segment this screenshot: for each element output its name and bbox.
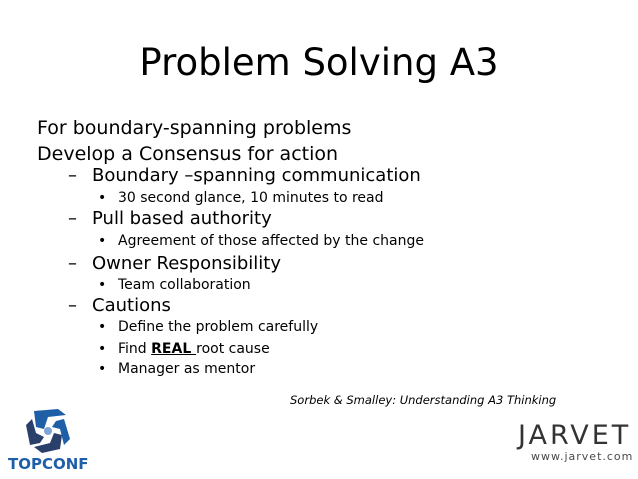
bullet-marker: •: [98, 341, 107, 357]
topconf-logo: [6, 405, 96, 475]
bullet-level2-boundary-communication: [68, 165, 421, 187]
bullet-text: Agreement of those affected by the change: [118, 233, 424, 249]
bullet-level3-agreement: [98, 232, 424, 250]
citation: Sorbek & Smalley: Understanding A3 Thinking: [290, 393, 557, 407]
bullet-text: Cautions: [92, 295, 171, 316]
bullet-text-suffix: root cause: [196, 341, 270, 357]
bullet-text: Owner Responsibility: [92, 253, 282, 274]
bullet-text: Pull based authority: [92, 208, 272, 229]
jarvet-logo-wordmark: JARVET: [518, 420, 632, 451]
bullet-marker: •: [98, 277, 107, 293]
dash-marker: –: [68, 165, 77, 186]
bullet-marker: •: [98, 319, 107, 335]
bullet-level3-manager: [98, 360, 255, 378]
bullet-level3-define: [98, 318, 318, 336]
bullet-level2-cautions: [68, 295, 171, 317]
bullet-marker: •: [98, 233, 107, 249]
bullet-text: 30 second glance, 10 minutes to read: [118, 190, 384, 206]
emphasis-real: REAL: [151, 341, 197, 357]
bullet-marker: •: [98, 190, 107, 206]
topconf-emblem-icon: [26, 409, 70, 453]
dash-marker: –: [68, 208, 77, 229]
bullet-level3-find-real: [98, 340, 270, 358]
dash-marker: –: [68, 253, 77, 274]
bullet-level2-owner-responsibility: [68, 253, 281, 275]
bullet-level2-pull-authority: [68, 208, 272, 230]
bullet-level1-boundary-problems: For boundary-spanning problems: [37, 117, 352, 139]
topconf-wordmark: TOPCONF: [8, 455, 89, 473]
dash-marker: –: [68, 295, 77, 316]
bullet-marker: •: [98, 361, 107, 377]
bullet-level3-glance: [98, 189, 384, 207]
bullet-text: Team collaboration: [118, 277, 251, 293]
bullet-text-prefix: Find: [118, 341, 152, 357]
jarvet-url: www.jarvet.com: [531, 450, 634, 463]
bullet-level3-team: [98, 276, 251, 294]
bullet-text: Define the problem carefully: [118, 319, 319, 335]
bullet-text: Manager as mentor: [118, 361, 256, 377]
bullet-level1-consensus: Develop a Consensus for action: [37, 143, 339, 165]
slide-title: Problem Solving A3: [139, 41, 499, 84]
bullet-text: Boundary –spanning communication: [92, 165, 421, 186]
